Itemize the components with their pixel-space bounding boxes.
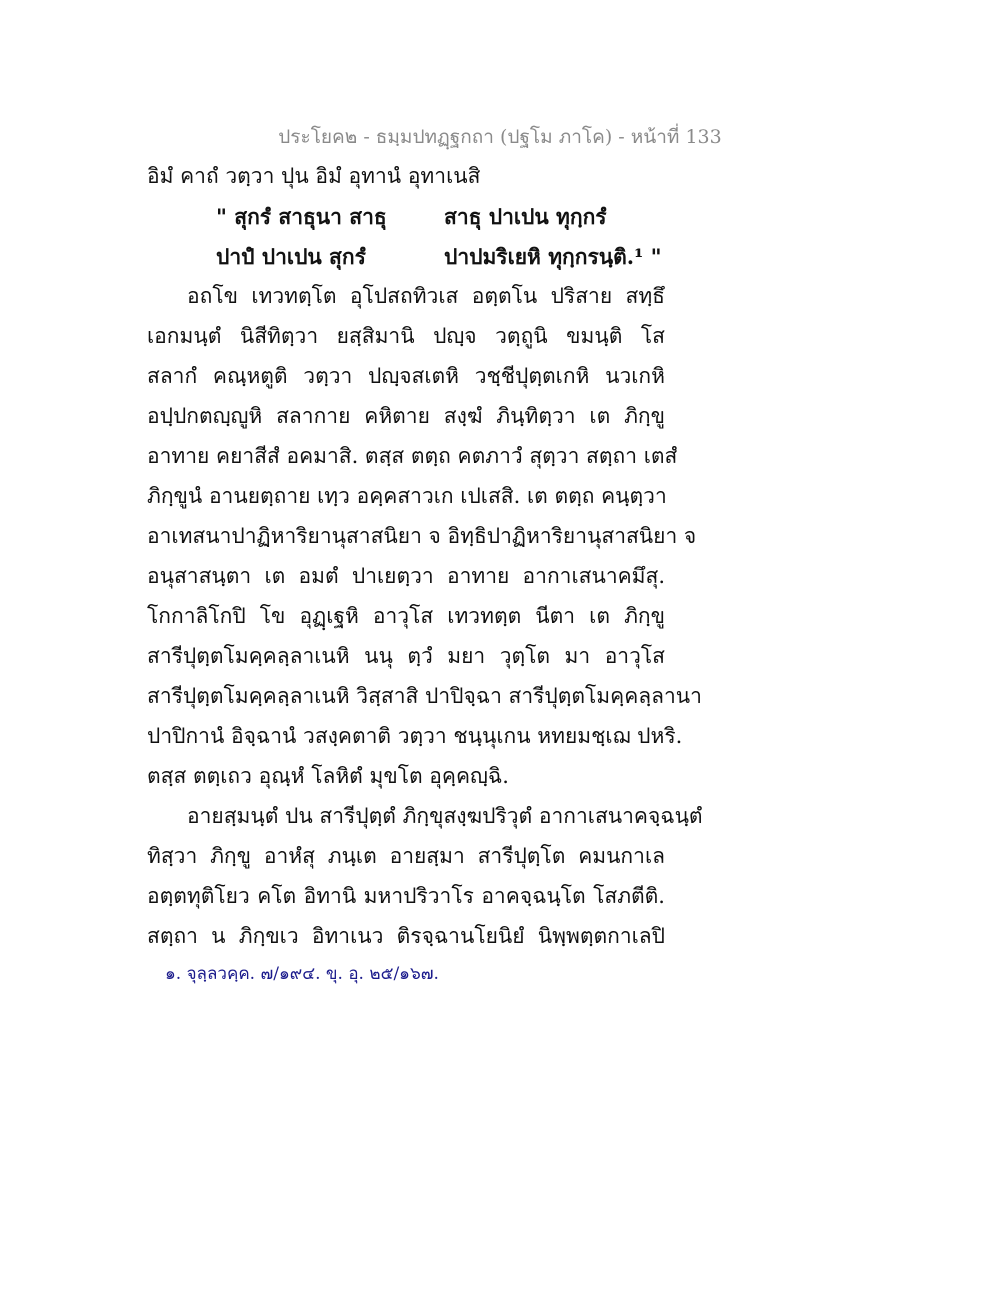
verse-line-1-left: " สุกรํ สาธุนา สาธุ [216,204,387,229]
verse-line-2-left: ปาปํ ปาเปน สุกรํ [216,244,366,269]
paragraph-1-last-line: ตสฺส ตตฺเถว อุณฺหํ โลหิตํ มุขโต อุคฺคญฺฉิ. [147,764,509,788]
intro-line: อิมํ คาถํ วตฺวา ปุน อิมํ อุทานํ อุทาเนสิ [147,164,481,188]
paragraph-1-line: ภิกฺขูนํ อานยตฺถาย เทฺว อคฺคสาวเก เปเสสิ. เต ตตฺถ คนฺตฺวา [147,484,667,508]
paragraph-1-line: สารีปุตฺตโมคฺคลฺลาเนหิ นนุ ตฺวํ มยา วุตฺโต มา อาวุโส [147,644,665,668]
paragraph-2-line: อายสฺมนฺตํ ปน สารีปุตฺตํ ภิกฺขุสงฺฆปริวุตํ อากาเสนาคจฺฉนฺตํ [187,804,703,828]
page-header: ประโยค๒ - ธมฺมปทฏฺฐกถา (ปฐโม ภาโค) - หน้าที่ 133 [278,126,722,148]
paragraph-1-line: อปฺปกตญฺญูหิ สลากาย คหิตาย สงฺฆํ ภินฺทิตฺวา เต ภิกฺขู [147,404,665,428]
paragraph-1-line: โกกาลิโกปิ โข อุฏฺเฐหิ อาวุโส เทวทตฺต นีตา เต ภิกฺขู [147,604,665,628]
paragraph-2-line: สตฺถา น ภิกฺขเว อิทาเนว ติรจฺฉานโยนิยํ นิพฺพตฺตกาเลปิ [147,924,665,948]
verse-line-2-right: ปาปมริเยหิ ทุกฺกรนฺติ.¹ " [444,244,662,269]
paragraph-1-line: อาเทสนาปาฏิหาริยานุสาสนิยา จ อิทฺธิปาฏิหาริยานุสาสนิยา จ [147,524,697,548]
paragraph-1-line: สลากํ คณฺหตูติ วตฺวา ปญฺจสเตหิ วชฺชีปุตฺตเกหิ นวเกหิ [147,364,665,388]
paragraph-1-line: ปาปิกานํ อิจฺฉานํ วสงฺคตาติ วตฺวา ชนฺนุเกน หทยมชฺเฌ ปหริ. [147,724,683,748]
verse-line-1-right: สาธุ ปาเปน ทุกฺกรํ [444,204,607,229]
footnote: ๑. จุลฺลวคฺค. ๗/๑๙๔. ขุ. อุ. ๒๕/๑๖๗. [165,964,439,984]
paragraph-2-line: ทิสฺวา ภิกฺขู อาหํสุ ภนฺเต อายสฺมา สารีปุตฺโต คมนกาเล [147,844,665,868]
paragraph-1-line: เอกมนฺตํ นิสีทิตฺวา ยสฺสิมานิ ปญฺจ วตฺถูนิ ขมนฺติ โส [147,324,665,348]
paragraph-1-line: อาทาย คยาสีสํ อคมาสิ. ตสฺส ตตฺถ คตภาวํ สุตฺวา สตฺถา เตสํ [147,444,678,468]
paragraph-1-line: อนุสาสนฺตา เต อมตํ ปาเยตฺวา อาทาย อากาเสนาคมึสุ. [147,564,665,588]
paragraph-2-line: อตฺตทุติโยว คโต อิทานิ มหาปริวาโร อาคจฺฉนฺโต โสภตีติ. [147,884,665,908]
paragraph-1-line: สารีปุตฺตโมคฺคลฺลาเนหิ วิสฺสาสิ ปาปิจฺฉา สารีปุตฺตโมคฺคลฺลานา [147,684,702,708]
paragraph-1-line: อถโข เทวทตฺโต อุโปสถทิวเส อตฺตโน ปริสาย สทฺธึ [187,284,665,308]
